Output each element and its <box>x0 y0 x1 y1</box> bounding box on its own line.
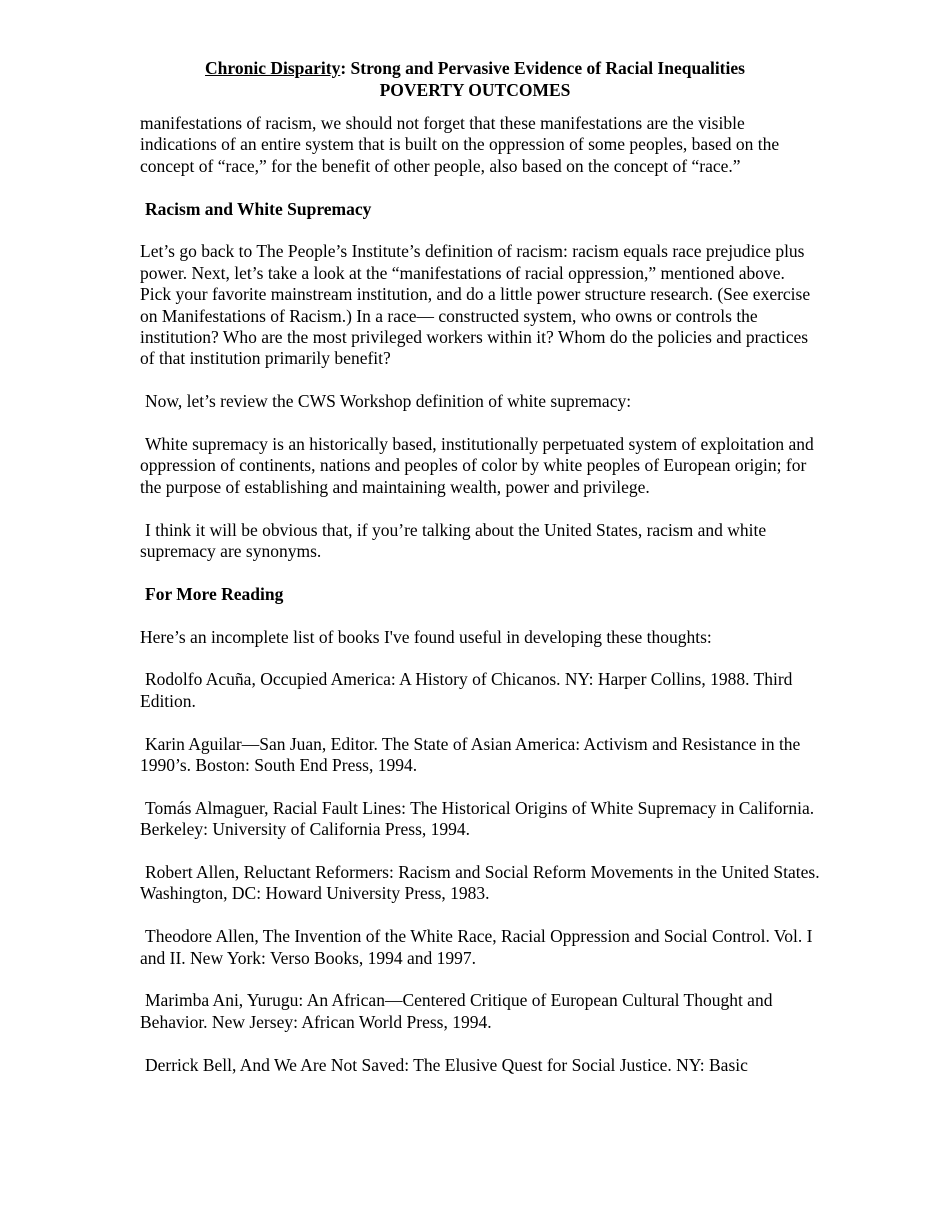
section-heading-racism: Racism and White Supremacy <box>145 198 372 219</box>
book-entry: Theodore Allen, The Invention of the White Race, Racial Oppression and Social Control. Vol. I and II. New York: Verso Books, 1994 and 1997. <box>140 926 813 968</box>
title-underlined: Chronic Disparity <box>205 58 341 78</box>
paragraph-review-intro: Now, let’s review the CWS Workshop definition of white supremacy: <box>145 391 632 412</box>
section-heading-reading: For More Reading <box>145 583 284 604</box>
header-subtitle: POVERTY OUTCOMES <box>379 80 571 100</box>
book-entry: Derrick Bell, And We Are Not Saved: The Elusive Quest for Social Justice. NY: Basic <box>145 1054 748 1075</box>
book-entry: Robert Allen, Reluctant Reformers: Racism and Social Reform Movements in the United States. Washington, DC: Howard University Press, 1983. <box>140 862 820 904</box>
paragraph-reading-intro: Here’s an incomplete list of books I've found useful in developing these thoughts: <box>140 626 712 647</box>
book-entry: Karin Aguilar—San Juan, Editor. The State of Asian America: Activism and Resistance in the 1990’s. Boston: South End Press, 1994. <box>140 733 801 776</box>
title-rest: : Strong and Pervasive Evidence of Racial Inequalities <box>340 58 745 78</box>
book-entry: Marimba Ani, Yurugu: An African—Centered Critique of European Cultural Thought and Behavior. New Jersey: African World Press, 1994. <box>140 990 773 1032</box>
paragraph-white-supremacy-definition: White supremacy is an historically based, institutionally perpetuated system of exploitation and oppression of continents, nations and peoples of color by white peoples of European origin; for the purpose of establishing and maintaining wealth, power and privilege. <box>140 434 814 497</box>
paragraph-definition-racism: Let’s go back to The People’s Institute’s definition of racism: racism equals race prejudice plus power. Next, let’s take a look at the “manifestations of racial oppression,” mentioned above. Pick your favorite mainstream institution, and do a little power structure research. (See exercise on Manifestations of Racism.) In a race— constructed system, who owns or controls the institution? Who are the most privileged workers within it? Whom do the policies and practices of that institution primarily benefit? <box>140 241 811 369</box>
paragraph-synonyms: I think it will be obvious that, if you’re talking about the United States, racism and white supremacy are synonyms. <box>140 519 767 562</box>
book-entry: Rodolfo Acuña, Occupied America: A History of Chicanos. NY: Harper Collins, 1988. Third Edition. <box>140 669 793 711</box>
header-title <box>130 57 820 79</box>
page-header <box>130 57 820 101</box>
intro-paragraph: manifestations of racism, we should not forget that these manifestations are the visible indications of an entire system that is built on the oppression of some peoples, based on the concept of “race,” for the benefit of other people, also based on the concept of “race.” <box>140 113 780 176</box>
book-entry: Tomás Almaguer, Racial Fault Lines: The Historical Origins of White Supremacy in California. Berkeley: University of California Press, 1994. <box>140 797 815 840</box>
document-page <box>140 57 820 1076</box>
